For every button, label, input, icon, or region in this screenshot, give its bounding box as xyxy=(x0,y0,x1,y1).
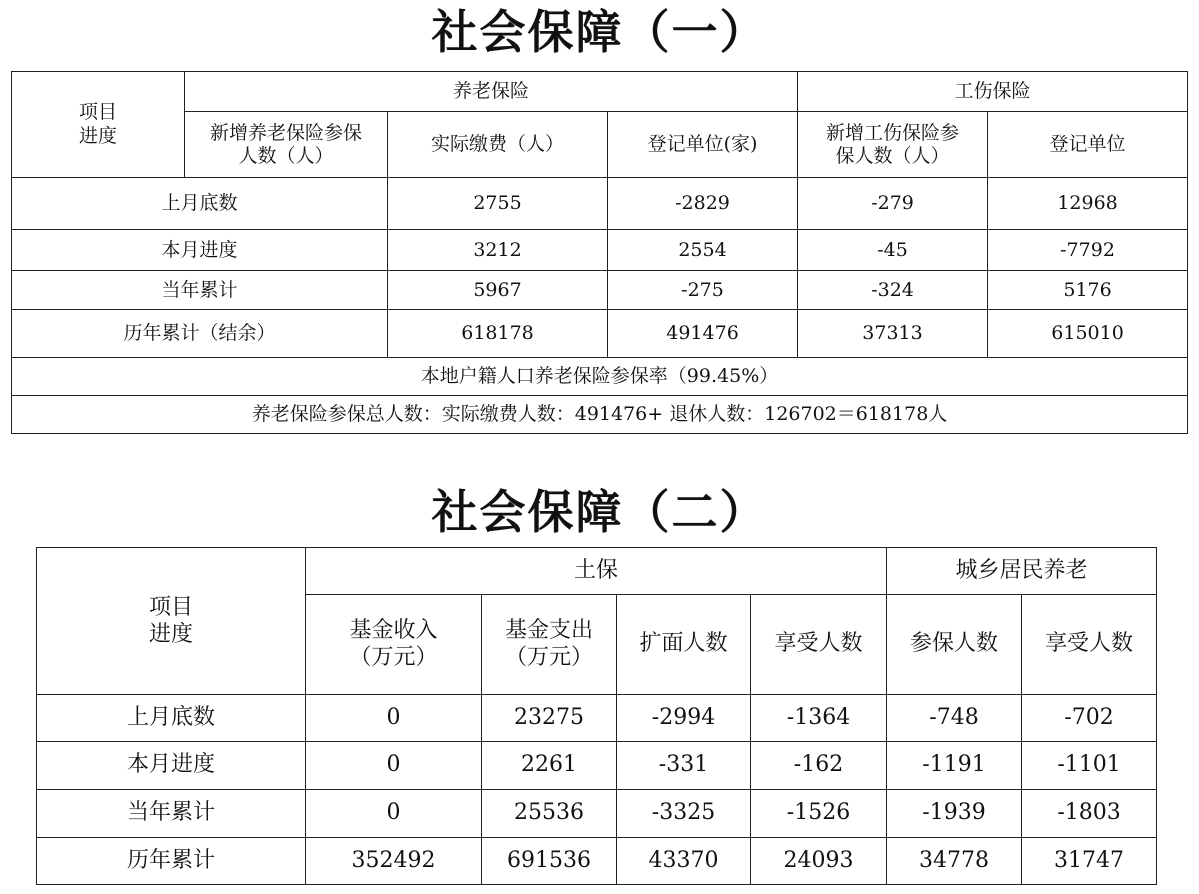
item-label: 项目 xyxy=(148,594,193,620)
item-label: 项目 xyxy=(78,100,117,123)
table-cell: -1939 xyxy=(887,790,1022,838)
section1-title: 社会保障（一） xyxy=(431,5,768,59)
table-cell: 5176 xyxy=(988,271,1188,310)
col-enjoy-land-header: 享受人数 xyxy=(751,595,887,695)
row-label: 当年累计 xyxy=(12,271,388,310)
col-new-pension-line1: 新增养老保险参保 xyxy=(209,121,362,144)
table-cell: 24093 xyxy=(751,838,887,885)
item-progress-header xyxy=(12,72,185,178)
row-label: 历年累计（结余） xyxy=(12,310,388,358)
col-enjoy-resident-header: 享受人数 xyxy=(1022,595,1157,695)
col-new-pension-header xyxy=(185,112,388,178)
group-pension-header: 养老保险 xyxy=(185,72,798,112)
col-fund-income-line1: 基金收入 xyxy=(349,618,438,644)
table-row xyxy=(37,790,1157,838)
col-registered-units-pension-header: 登记单位(家) xyxy=(608,112,798,178)
table-cell: -2829 xyxy=(608,178,798,230)
table-cell: -45 xyxy=(798,230,988,271)
group-injury-header: 工伤保险 xyxy=(798,72,1188,112)
table-cell: -1364 xyxy=(751,695,887,742)
row-label: 本月进度 xyxy=(37,742,306,790)
table-cell: 3212 xyxy=(388,230,608,271)
progress-label: 进度 xyxy=(78,124,117,147)
table-cell: -1191 xyxy=(887,742,1022,790)
table-cell: -1526 xyxy=(751,790,887,838)
table-row xyxy=(37,838,1157,885)
table-cell: 23275 xyxy=(482,695,617,742)
table-row xyxy=(12,178,1188,230)
row-label: 本月进度 xyxy=(12,230,388,271)
insurance-rate-note: 本地户籍人口养老保险参保率（99.45%） xyxy=(12,358,1188,396)
table-cell: 2261 xyxy=(482,742,617,790)
col-fund-expense-line1: 基金支出 xyxy=(504,618,593,644)
table-cell: 37313 xyxy=(798,310,988,358)
col-new-injury-line2: 保人数（人） xyxy=(835,144,950,167)
table-cell: -7792 xyxy=(988,230,1188,271)
table-cell: -331 xyxy=(617,742,751,790)
table-cell: 0 xyxy=(306,695,482,742)
table-cell: 691536 xyxy=(482,838,617,885)
table-cell: 2554 xyxy=(608,230,798,271)
col-new-injury-header xyxy=(798,112,988,178)
row-label: 上月底数 xyxy=(37,695,306,742)
table-cell: 491476 xyxy=(608,310,798,358)
col-fund-income-line2: （万元） xyxy=(349,644,438,670)
table-row xyxy=(37,695,1157,742)
table-row xyxy=(37,742,1157,790)
table-cell: 12968 xyxy=(988,178,1188,230)
col-registered-units-injury-header: 登记单位 xyxy=(988,112,1188,178)
col-actual-payment-header: 实际缴费（人） xyxy=(388,112,608,178)
table-cell: 34778 xyxy=(887,838,1022,885)
row-label: 当年累计 xyxy=(37,790,306,838)
table-cell: -324 xyxy=(798,271,988,310)
col-fund-income-header xyxy=(306,595,482,695)
progress-label: 进度 xyxy=(148,622,193,647)
table-cell: 352492 xyxy=(306,838,482,885)
insured-total-note: 养老保险参保总人数：实际缴费人数：491476+ 退休人数：126702＝618178人 xyxy=(12,396,1188,434)
group-land-header: 土保 xyxy=(306,548,887,595)
table-row xyxy=(12,271,1188,310)
section2-title: 社会保障（二） xyxy=(431,485,768,539)
row-label: 历年累计 xyxy=(37,838,306,885)
group-resident-header: 城乡居民养老 xyxy=(887,548,1157,595)
table-cell: -162 xyxy=(751,742,887,790)
item-progress-header xyxy=(37,548,306,695)
table-cell: 43370 xyxy=(617,838,751,885)
table-cell: -1101 xyxy=(1022,742,1157,790)
col-fund-expense-header xyxy=(482,595,617,695)
col-insured-header: 参保人数 xyxy=(887,595,1022,695)
table-cell: 618178 xyxy=(388,310,608,358)
table-cell: -748 xyxy=(887,695,1022,742)
table-cell: -279 xyxy=(798,178,988,230)
table-cell: -2994 xyxy=(617,695,751,742)
table-cell: 5967 xyxy=(388,271,608,310)
col-new-pension-line2: 人数（人） xyxy=(238,144,334,167)
table-cell: 25536 xyxy=(482,790,617,838)
social-security-table-2 xyxy=(36,547,1157,885)
table-cell: 0 xyxy=(306,742,482,790)
table-cell: 2755 xyxy=(388,178,608,230)
table-cell: 0 xyxy=(306,790,482,838)
table-cell: -1803 xyxy=(1022,790,1157,838)
table-cell: -275 xyxy=(608,271,798,310)
col-expand-header: 扩面人数 xyxy=(617,595,751,695)
table-row xyxy=(12,310,1188,358)
row-label: 上月底数 xyxy=(12,178,388,230)
table-cell: -3325 xyxy=(617,790,751,838)
table-row xyxy=(12,230,1188,271)
col-fund-expense-line2: （万元） xyxy=(504,644,593,670)
table-cell: 31747 xyxy=(1022,838,1157,885)
social-security-table-1 xyxy=(11,71,1188,434)
table-cell: 615010 xyxy=(988,310,1188,358)
col-new-injury-line1: 新增工伤保险参 xyxy=(826,121,960,144)
table-cell: -702 xyxy=(1022,695,1157,742)
